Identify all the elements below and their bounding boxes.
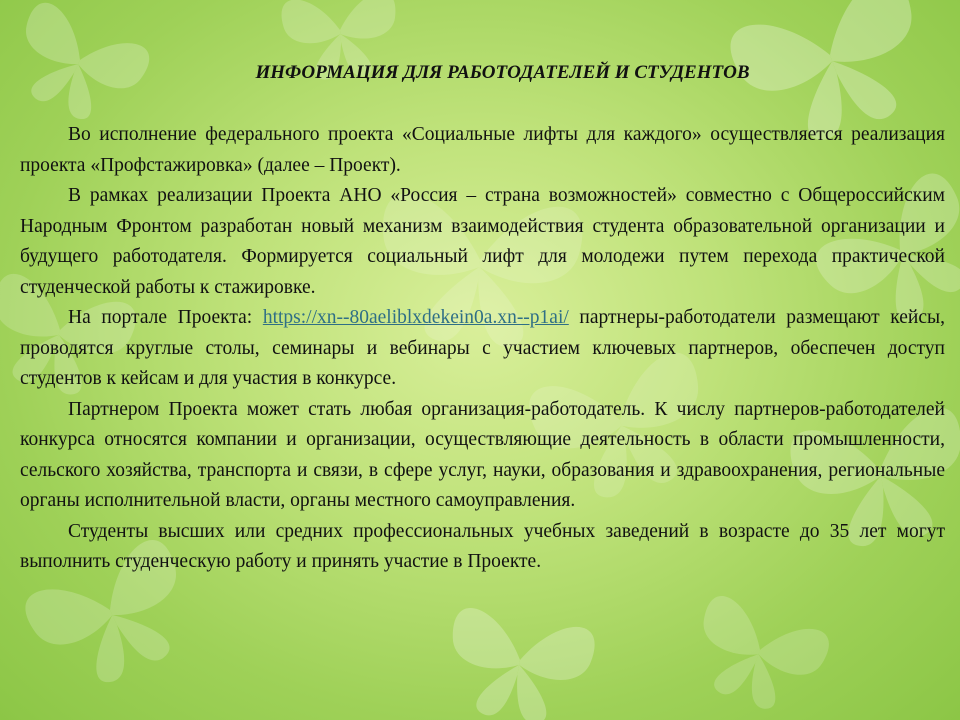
paragraph-students: Студенты высших или средних профессиональных учебных заведений в возрасте до 35 лет могут выполнить студенческую работу и принять участие в Проекте. <box>20 520 945 572</box>
portal-text-after: партнеры-работодатели размещают кейсы, проводятся круглые столы, семинары и вебинары с участием ключевых партнеров, обеспечен доступ студентов к кейсам и для участия в конкурсе. <box>20 307 945 389</box>
butterfly-icon <box>439 605 597 720</box>
paragraph-project-intro: Во исполнение федерального проекта «Социальные лифты для каждого» осуществляется реализация проекта «Профстажировка» (далее – Проект). <box>20 124 945 176</box>
paragraph-portal <box>20 303 945 395</box>
slide-content <box>20 60 945 578</box>
butterfly-icon <box>681 592 833 720</box>
paragraph-mechanism: В рамках реализации Проекта АНО «Россия – страна возможностей» совместно с Общероссийским Народным Фронтом разработан новый механизм взаимодействия студента образовательной организации и будущего работодателя. Формируется социальный лифт для молодежи путем перехода практической студенческой работы к стажировке. <box>20 185 945 298</box>
paragraph-partners: Партнером Проекта может стать любая организация-работодатель. К числу партнеров-работодателей конкурса относятся компании и организации, осуществляющие деятельность в области промышленности, сельского хозяйства, транспорта и связи, в сфере услуг, науки, образования и здравоохранения, региональные органы исполнительной власти, органы местного самоуправления. <box>20 398 945 511</box>
portal-link[interactable]: https://xn--80aeliblxdekein0a.xn--p1ai/ <box>262 307 569 328</box>
portal-text-before: На портале Проекта: <box>68 307 263 328</box>
page-title: ИНФОРМАЦИЯ ДЛЯ РАБОТОДАТЕЛЕЙ И СТУДЕНТОВ <box>255 62 750 83</box>
